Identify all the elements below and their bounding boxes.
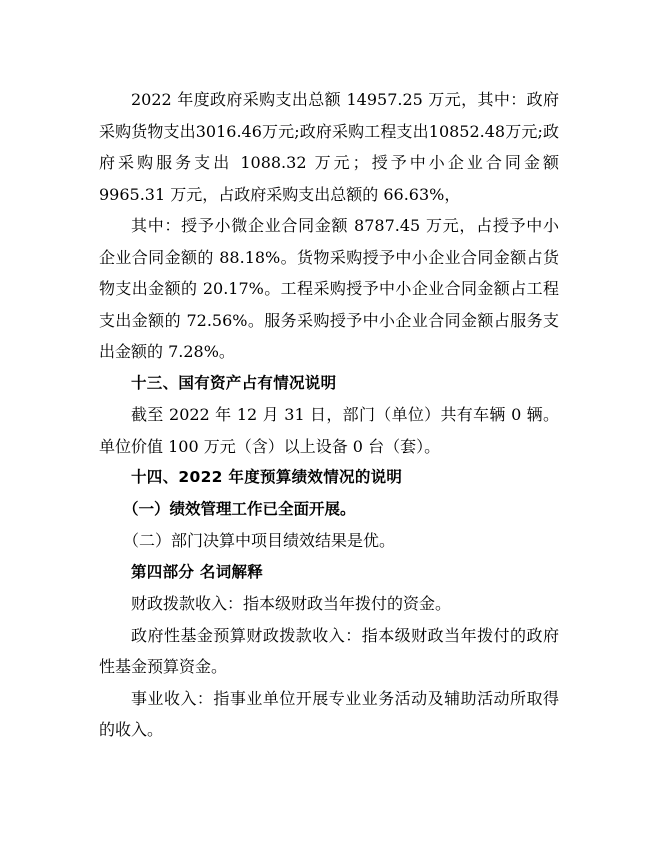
- term-government-fund-appropriation: 政府性基金预算财政拨款收入：指本级财政当年拨付的政府性基金预算资金。: [99, 625, 559, 676]
- performance-item-2: （二）部门决算中项目绩效结果是优。: [123, 531, 396, 550]
- performance-item-1: （一）绩效管理工作已全面开展。: [123, 499, 356, 518]
- term-fiscal-appropriation: 财政拨款收入：指本级财政当年拨付的资金。: [131, 594, 452, 613]
- section-13-heading: 十三、国有资产占有情况说明: [131, 373, 337, 392]
- document-body: [99, 84, 559, 746]
- procurement-summary-paragraph: 2022 年度政府采购支出总额 14957.25 万元，其中：政府采购货物支出3016.46万元;政府采购工程支出10852.48万元;政府采购服务支出 1088.32 万元；授予中小企业合同金额9965.31 万元，占政府采购支出总额的 66.63%，: [99, 90, 559, 204]
- part-4-heading: 第四部分 名词解释: [131, 562, 264, 581]
- term-business-income: 事业收入：指事业单位开展专业业务活动及辅助活动所取得的收入。: [99, 688, 559, 739]
- small-enterprise-paragraph: 其中：授予小微企业合同金额 8787.45 万元，占授予中小企业合同金额的 88.18%。货物采购授予中小企业合同金额占货物支出金额的 20.17%。工程采购授予中小企业合同金额占工程支出金额的 72.56%。服务采购授予中小企业合同金额占服务支出金额的 7.28%。: [99, 216, 559, 361]
- state-assets-paragraph: 截至 2022 年 12 月 31 日，部门（单位）共有车辆 0 辆。单位价值 100 万元（含）以上设备 0 台（套）。: [99, 405, 559, 456]
- section-14-heading: 十四、2022 年度预算绩效情况的说明: [131, 468, 403, 486]
